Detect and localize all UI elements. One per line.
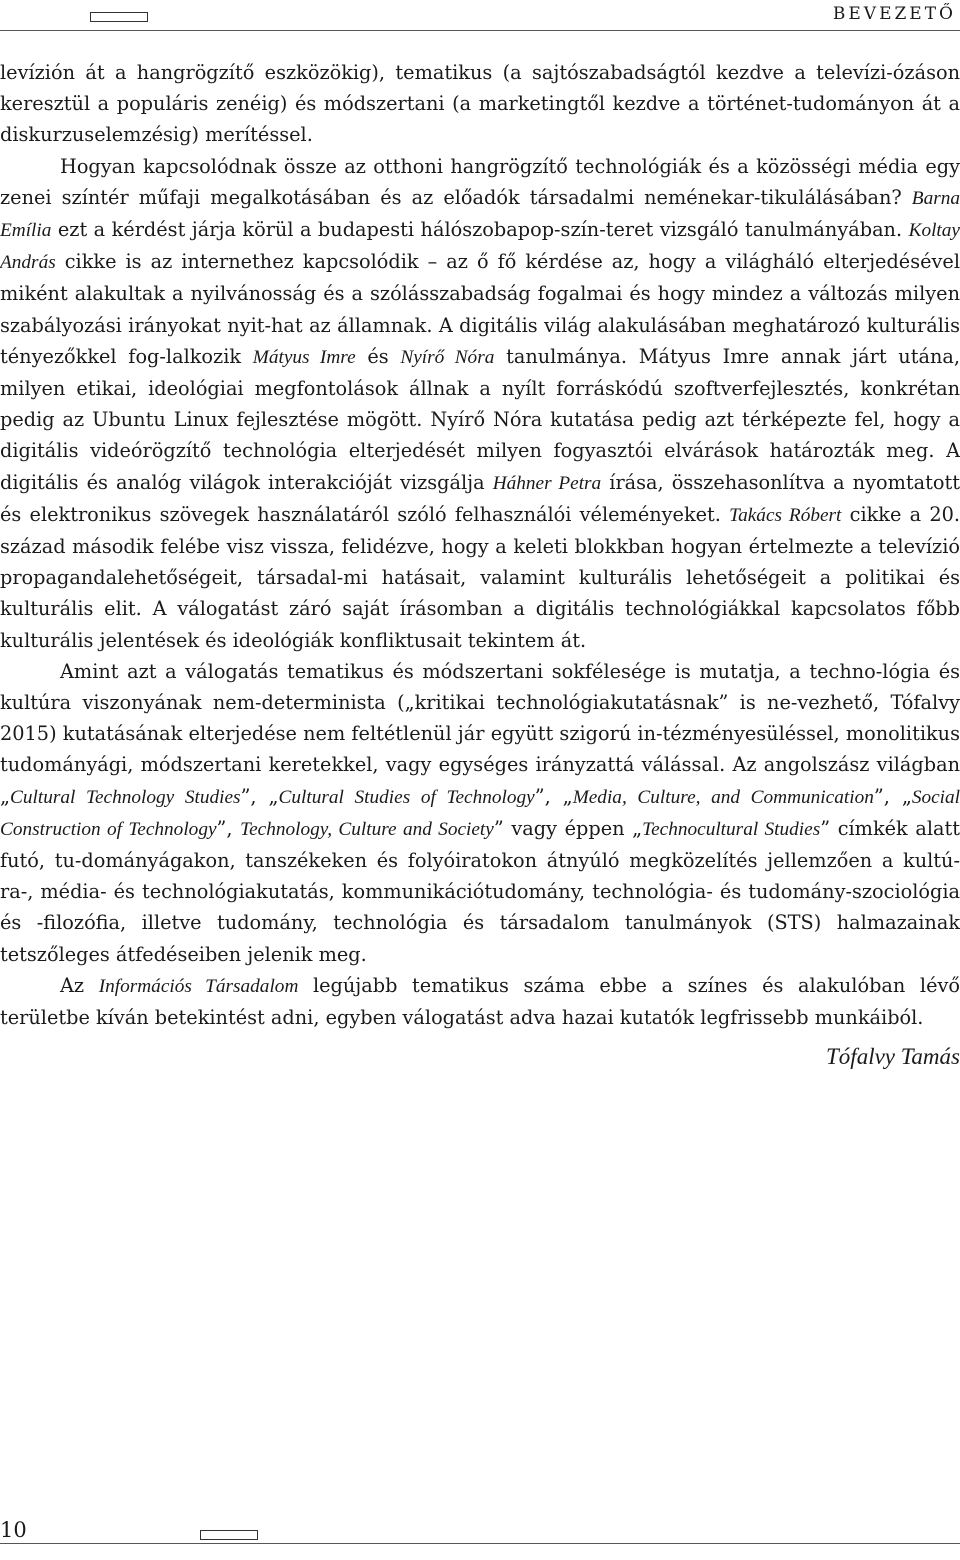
italic-text: Barna Emília bbox=[0, 187, 960, 242]
text-run: Hogyan kapcsolódnak össze az otthoni hangrögzítő technológiák és a közösségi média egy zenei színtér műfaji megalkotásában és az előadók társadalmi neménekar-tikulálásában? bbox=[0, 154, 960, 209]
text-run: Amint azt a válogatás tematikus és módszertani sokfélesége is mutatja, a techno-lógia és kultúra viszonyának nem-determinista („kritikai technológiakutatásnak” is ne-vezhető, Tófalvy 2015) kutatásának elterjedése nem feltétlenül jár együtt szigorú in-tézményesüléssel, monolitikus tudományági, módszertani keretekkel, vagy egységes irányzattá válással. Az angolszász világban „ bbox=[0, 659, 960, 808]
italic-text: Háhner Petra bbox=[492, 472, 602, 494]
text-run: és bbox=[355, 344, 401, 368]
text-run: ”, bbox=[216, 816, 241, 840]
footer-ornament-box bbox=[200, 1530, 258, 1540]
text-run: ”, „ bbox=[240, 784, 279, 808]
paragraph bbox=[0, 970, 960, 1033]
italic-text: Információs Társadalom bbox=[98, 975, 299, 997]
italic-text: Technocultural Studies bbox=[642, 818, 821, 840]
text-run: legújabb tematikus száma ebbe a színes és alakulóban lévő területbe kíván betekintést adni, egyben válogatást adva hazai kutatók legfrissebb munkáiból. bbox=[0, 973, 960, 1030]
author-signature: Tófalvy Tamás bbox=[826, 1044, 960, 1070]
text-run: ”, „ bbox=[873, 784, 912, 808]
italic-text: Koltay András bbox=[0, 220, 960, 274]
footer-rule bbox=[0, 1521, 960, 1544]
paragraph-list bbox=[0, 57, 960, 1033]
running-head: BEVEZETŐ bbox=[832, 4, 956, 24]
italic-text: Cultural Studies of Technology bbox=[278, 786, 535, 808]
header-ornament-box bbox=[90, 12, 148, 22]
text-run: ” címkék alatt futó, tu-dományágakon, tanszékeken és folyóiratokon átnyúló megközelítés jellemzően a kultú-ra-, média- és technológiakutatás, kommunikációtudomány, technológia- és tudomány-szociológia és -filozófia, illetve tudomány, technológia és társadalom tanulmányok (STS) halmazainak tetszőleges átfedéseiben jelenik meg. bbox=[0, 816, 960, 966]
italic-text: Technology, Culture and Society bbox=[240, 818, 494, 840]
text-run: ezt a kérdést járja körül a budapesti hálószobapop-szín-teret vizsgáló tanulmányában. bbox=[51, 218, 909, 242]
article-body bbox=[0, 57, 960, 1073]
page-number: 10 bbox=[0, 1518, 27, 1542]
paragraph bbox=[0, 151, 960, 656]
text-run: ” vagy éppen „ bbox=[493, 816, 643, 840]
text-run: Az bbox=[60, 973, 99, 997]
paragraph bbox=[0, 57, 960, 151]
italic-text: Takács Róbert bbox=[729, 504, 842, 526]
text-run: tanulmánya. Mátyus Imre annak járt utána, milyen etikai, ideológiai megfontolások állnak a nyílt forráskódú szoftverfejlesztés, konkrétan pedig az Ubuntu Linux fejlesztése mögött. Nyírő Nóra kutatása pedig azt térképezte fel, hogy a digitális videórögzítő technológia elterjedését milyen fogyasztói elvárások határozták meg. A digitális és analóg világok interakcióját vizsgálja bbox=[0, 344, 960, 494]
italic-text: Mátyus Imre bbox=[252, 346, 356, 368]
text-run: cikke is az internethez kapcsolódik – az ő fő kérdése az, hogy a világháló elterjedésével miként alakultak a nyilvánosság és a szólásszabadság fogalmai és hogy mindez a változás milyen szabályozási irányokat nyit-hat az államnak. A digitális világ alakulásában meghatározó kulturális tényezőkkel fog-lalkozik bbox=[0, 250, 960, 368]
text-run: ”, „ bbox=[534, 784, 573, 808]
italic-text: Media, Culture, and Communication bbox=[572, 786, 874, 808]
italic-text: Cultural Technology Studies bbox=[10, 786, 241, 808]
text-run: írása, összehasonlítva a nyomtatott és elektronikus szövegek használatáról szóló felhasználói véleményeket. bbox=[0, 470, 960, 526]
text-run: levízión át a hangrögzítő eszközökig), tematikus (a sajtószabadságtól kezdve a televízi-ózáson keresztül a populáris zenéig) és módszertani (a marketingtől kezdve a történet-tudományon át a diskurzuselemzésig) merítéssel. bbox=[0, 61, 960, 147]
text-run: cikke a 20. század második felébe visz vissza, felidézve, hogy a keleti blokkban hogyan értelmezte a televízió propagandalehetőségeit, társadal-mi hatásait, valamint kulturális lehetőségeit a politikai és kulturális elit. A válogatást záró saját írásomban a digitális technológiákkal kapcsolatos főbb kulturális jelentések és ideológiák konfliktusait tekintem át. bbox=[0, 502, 960, 652]
paragraph bbox=[0, 656, 960, 970]
italic-text: Social Construction of Technology bbox=[0, 786, 960, 840]
italic-text: Nyírő Nóra bbox=[400, 346, 495, 368]
